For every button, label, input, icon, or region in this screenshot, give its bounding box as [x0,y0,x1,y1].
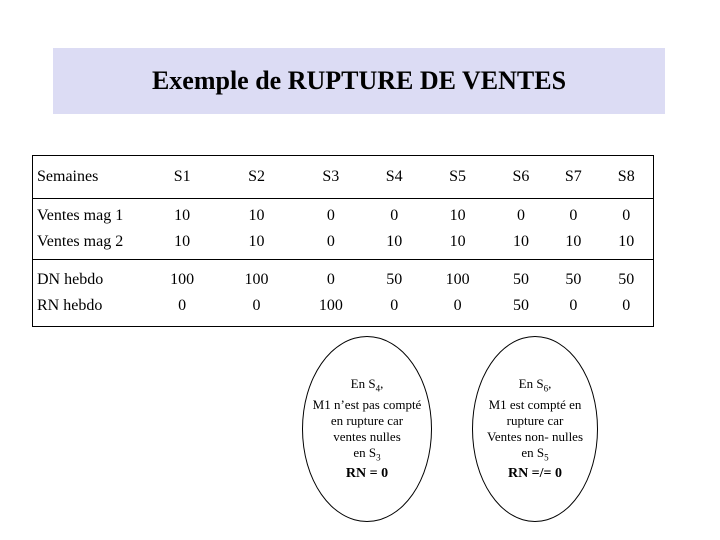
mag2-value: 10 [512,233,529,250]
dn-value: 100 [445,271,470,288]
page-title: Exemple de RUPTURE DE VENTES [151,66,567,95]
dn-value: 100 [244,271,269,288]
title-banner [53,48,665,114]
dn-value: 50 [386,271,403,288]
week-header: S5 [420,156,494,199]
note-result: RN = 0 [345,465,389,481]
note-line: rupture car [506,413,564,428]
sales-rupture-table [32,155,654,327]
mag1-value: 0 [516,207,525,224]
sales-label-mag2: Ventes mag 2 [37,233,124,250]
week-header: S2 [219,156,293,199]
table-cell [495,260,547,327]
table-cell [368,260,420,327]
distribution-row [33,260,654,327]
note-line: en $S_5$ [521,445,549,463]
mag2-value: 10 [618,233,635,250]
note-line: En $S_4$, [350,376,384,394]
week-header: S3 [294,156,368,199]
mag1-value: 10 [449,207,466,224]
rn-value: 0 [569,297,578,314]
table-cell [547,199,599,260]
mag2-value: 10 [174,233,191,250]
mag1-value: 0 [326,207,335,224]
table-cell [600,199,654,260]
sales-row [33,199,654,260]
table-cell [145,260,219,327]
mag2-value: 0 [326,233,335,250]
rn-value: 0 [622,297,631,314]
rn-value: 0 [453,297,462,314]
note-line: ventes nulles [333,429,401,444]
table-cell [219,260,293,327]
mag1-value: 0 [569,207,578,224]
week-header: S6 [495,156,547,199]
table-cell [145,199,219,260]
mag2-value: 10 [565,233,582,250]
table-cell [547,260,599,327]
sales-label-mag1: Ventes mag 1 [37,207,124,224]
note-line: M1 est compté en [488,397,582,412]
note-ellipse-left [302,336,432,522]
table-cell [294,199,368,260]
mag1-value: 0 [622,207,631,224]
dn-value: 50 [618,271,635,288]
dn-value: 50 [512,271,529,288]
table-cell [600,260,654,327]
dn-value: 0 [326,271,335,288]
rn-value: 0 [252,297,261,314]
table-cell [368,199,420,260]
mag1-value: 10 [248,207,265,224]
rn-value: 100 [318,297,343,314]
header-label: Semaines [33,156,146,199]
rn-label: RN hebdo [37,297,103,314]
dn-value: 50 [565,271,582,288]
rn-value: 50 [512,297,529,314]
dn-value: 100 [170,271,195,288]
distribution-labels [33,260,146,327]
rn-value: 0 [178,297,187,314]
note-line: Ventes non- nulles [486,429,584,444]
note-ellipse-right [472,336,598,522]
week-header: S7 [547,156,599,199]
note-line: en rupture car [330,413,404,428]
table-cell [219,199,293,260]
table-header-row [33,156,654,199]
week-header: S8 [600,156,654,199]
mag2-value: 10 [449,233,466,250]
note-line: en $S_3$ [353,445,381,463]
note-line: En $S_6$, [518,376,552,394]
mag2-value: 10 [248,233,265,250]
week-header: S1 [145,156,219,199]
sales-labels [33,199,146,260]
mag2-value: 10 [386,233,403,250]
note-result: RN =/= 0 [507,465,563,481]
mag1-value: 0 [390,207,399,224]
note-line: M1 n’est pas compté [312,397,422,412]
week-header: S4 [368,156,420,199]
table-cell [294,260,368,327]
table-cell [495,199,547,260]
table-cell [420,260,494,327]
table-cell [420,199,494,260]
dn-label: DN hebdo [37,271,104,288]
mag1-value: 10 [174,207,191,224]
rn-value: 0 [390,297,399,314]
